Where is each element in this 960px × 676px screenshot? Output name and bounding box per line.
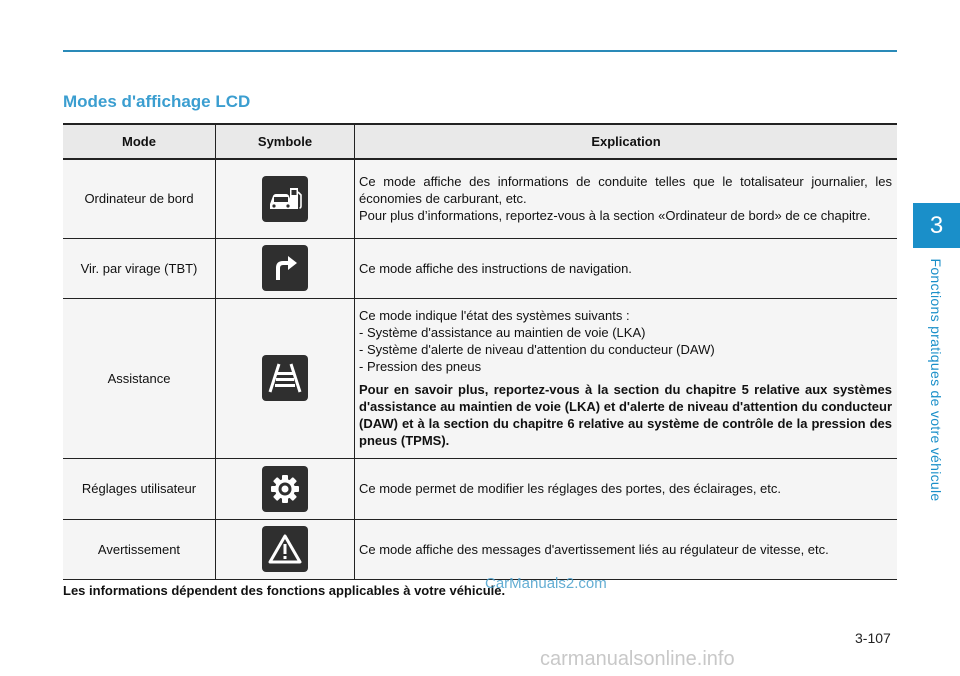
header-explanation: Explication [355, 124, 898, 159]
explanation-line: Ce mode affiche des informations de conduite telles que le totalisateur journalier, les économies de carburant, etc. [359, 174, 892, 207]
footnote: Les informations dépendent des fonctions applicables à votre véhicule. [63, 583, 506, 598]
explanation-line: - Système d'assistance au maintien de voie (LKA) [359, 325, 646, 340]
explanation-line: Ce mode permet de modifier les réglages des portes, des éclairages, etc. [359, 481, 781, 496]
top-rule [63, 50, 897, 52]
explanation-line: Ce mode indique l'état des systèmes suivants : [359, 308, 630, 323]
explanation-line: Ce mode affiche des instructions de navigation. [359, 260, 632, 276]
watermark-overlay: CarManuals2.com [485, 575, 607, 592]
gear-icon [262, 466, 308, 512]
chapter-side-label: Fonctions pratiques de votre véhicule [928, 258, 944, 502]
lane-assist-icon [262, 355, 308, 401]
lcd-modes-table [63, 123, 897, 580]
table-row [63, 238, 897, 298]
explanation-line: - Système d'alerte de niveau d'attention du conducteur (DAW) [359, 342, 715, 357]
explanation-line: - Pression des pneus [359, 359, 482, 374]
reference-note: Pour en savoir plus, reportez-vous à la section du chapitre 5 relative aux systèmes d'assistance au maintien de voie (LKA) et d'alerte de niveau d'attention du conducteur (DAW) et à la section du chapitre 6 relative au système de contrôle de la pression des pneus (TPMS). [359, 382, 892, 448]
mode-name: Vir. par virage (TBT) [63, 238, 216, 298]
table-row [63, 458, 897, 519]
mode-name: Ordinateur de bord [63, 159, 216, 238]
header-mode: Mode [63, 124, 216, 159]
table-row [63, 519, 897, 579]
turn-right-arrow-icon [262, 245, 308, 291]
car-fuel-icon [262, 176, 308, 222]
watermark-footer: carmanualsonline.info [540, 648, 735, 670]
mode-name: Assistance [63, 298, 216, 458]
page-number: 3-107 [855, 630, 891, 646]
chapter-tab: 3 [913, 203, 960, 248]
explanation-line: Pour plus d’informations, reportez-vous à la section «Ordinateur de bord» de ce chapitre. [359, 208, 871, 224]
explanation-line: Ce mode affiche des messages d'avertissement liés au régulateur de vitesse, etc. [359, 541, 829, 557]
table-row [63, 298, 897, 458]
mode-name: Réglages utilisateur [63, 458, 216, 519]
warning-triangle-icon [262, 526, 308, 572]
header-symbol: Symbole [216, 124, 355, 159]
section-title: Modes d'affichage LCD [63, 92, 251, 111]
mode-name: Avertissement [63, 519, 216, 579]
table-row [63, 159, 897, 238]
table-header-row [63, 124, 897, 159]
